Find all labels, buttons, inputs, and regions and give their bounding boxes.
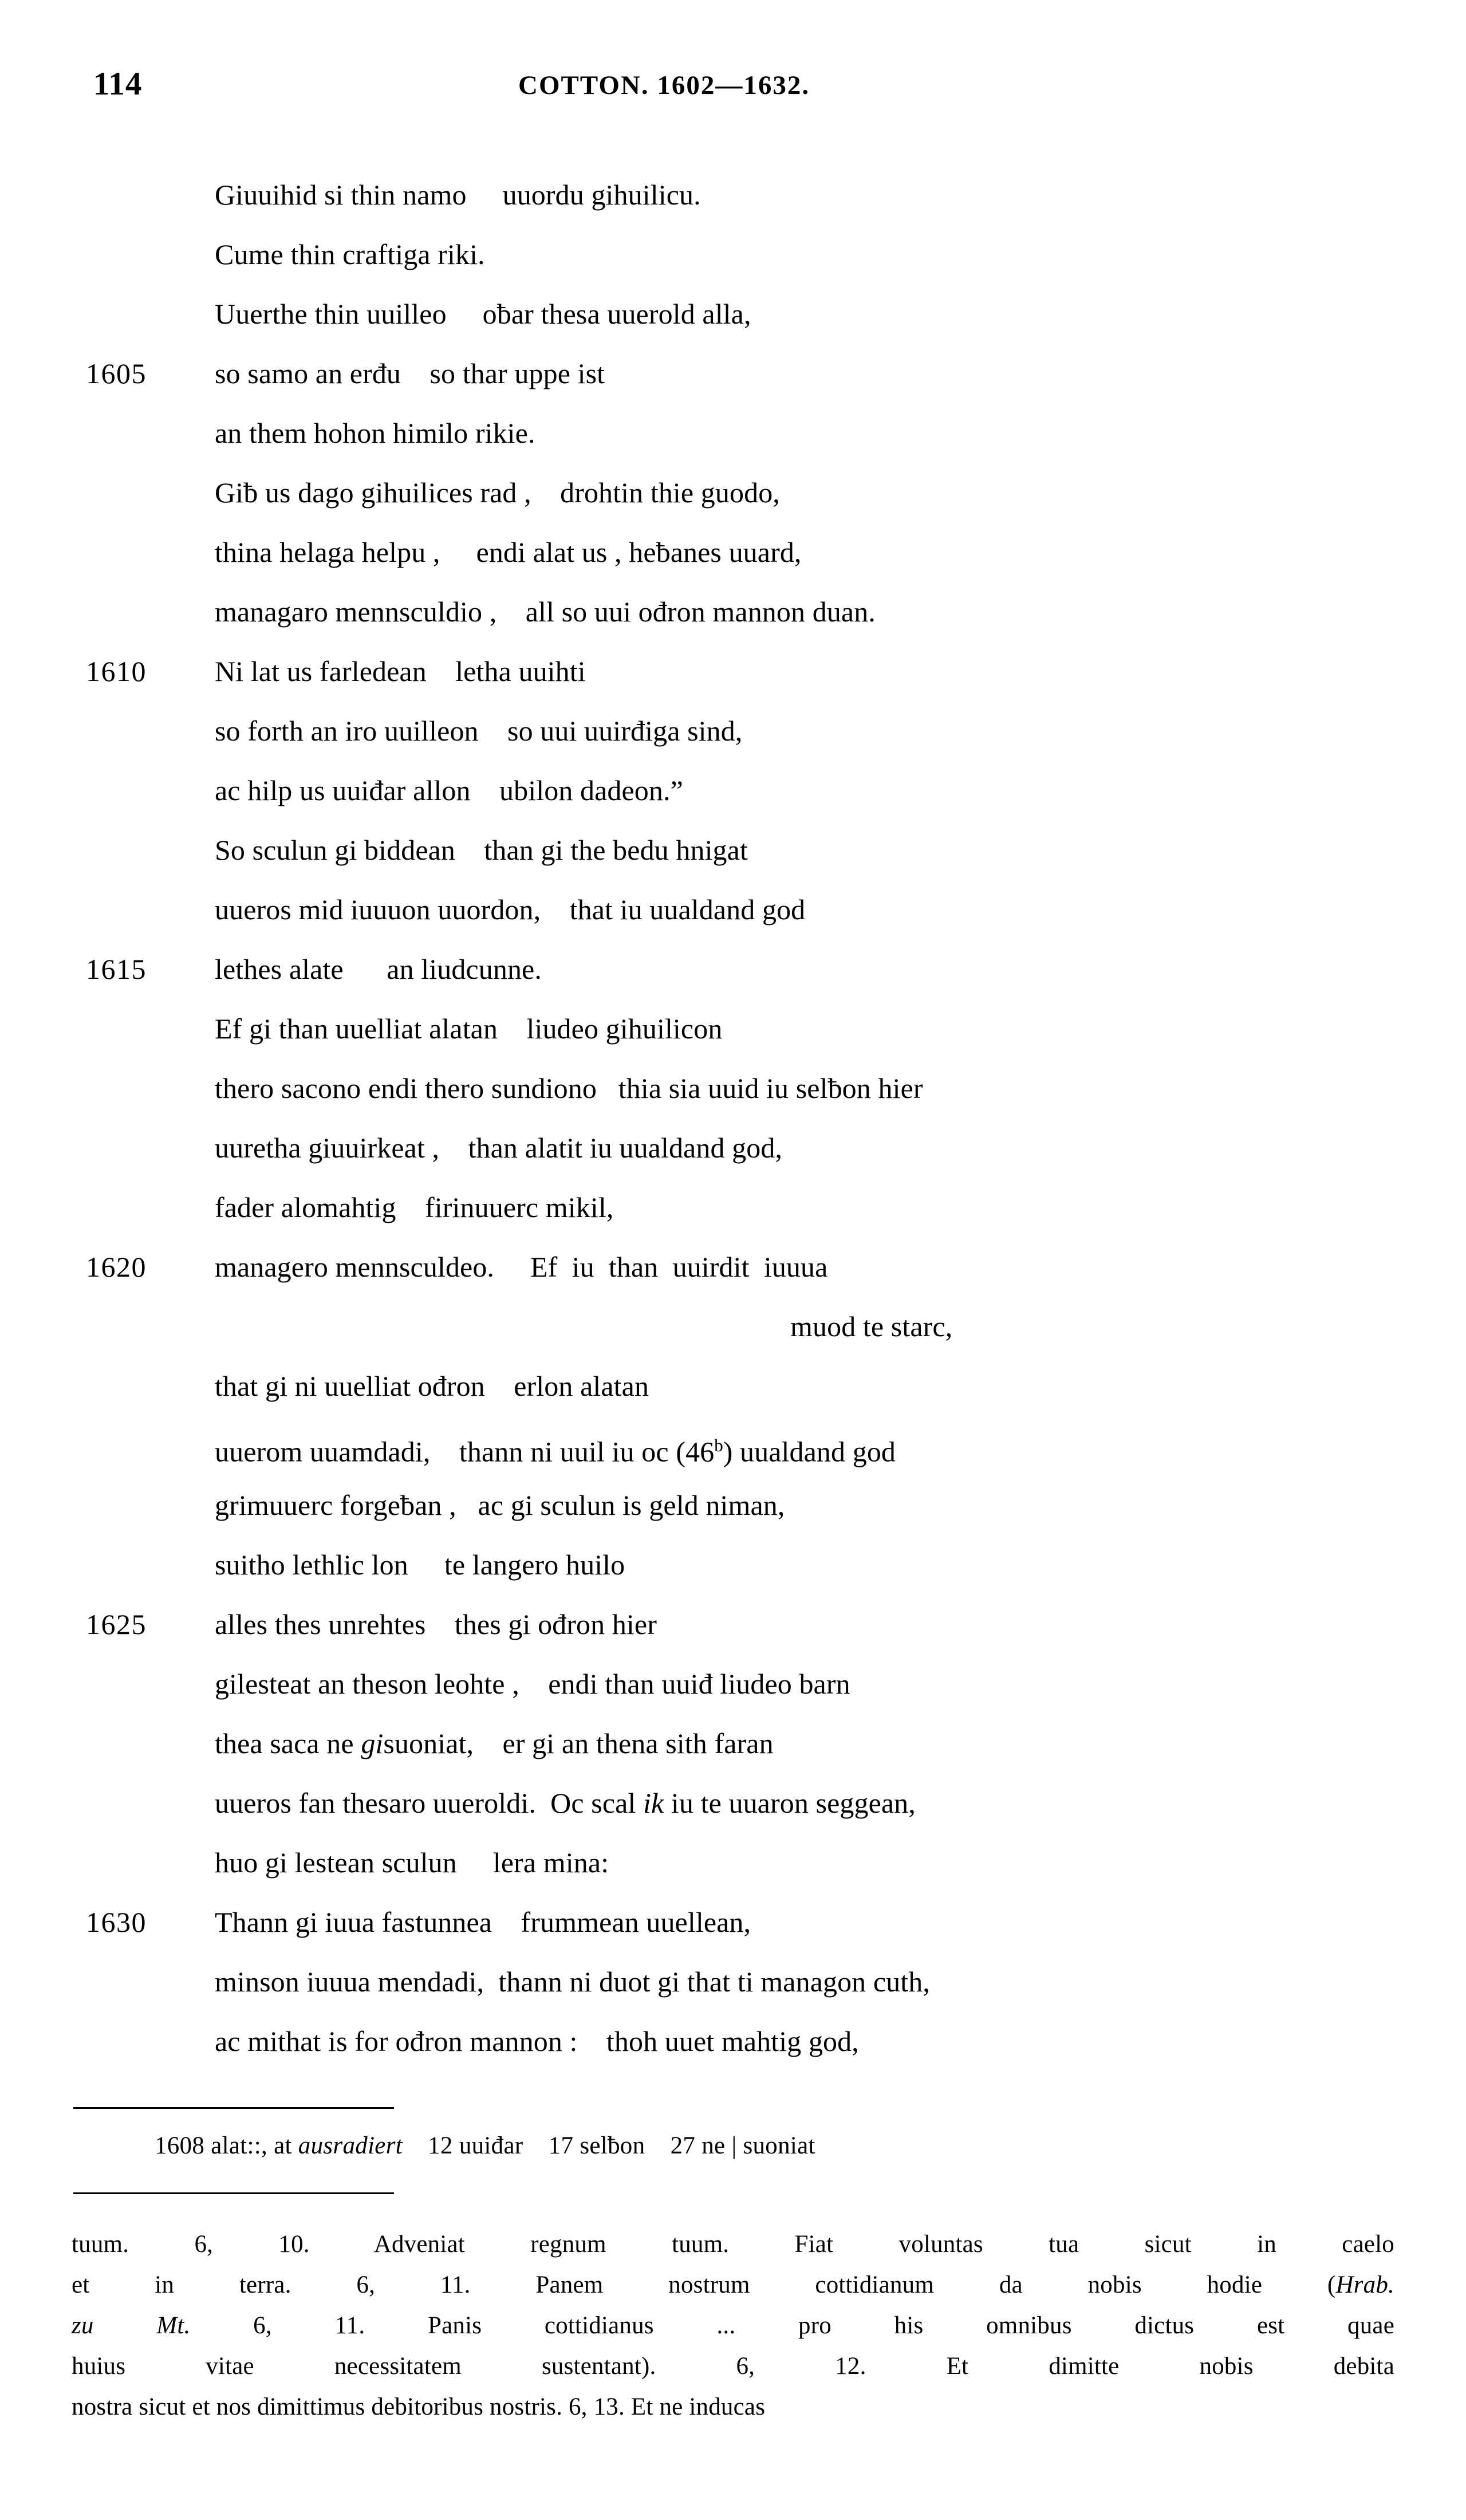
verse-line-text: so forth an iro uuilleon so uui uuirđiga sind,: [215, 715, 743, 747]
verse-line: [0, 820, 1466, 880]
page-number: 114: [93, 66, 143, 102]
verse-line-text: thea saca ne gisuoniat, er gi an thena sith faran: [215, 1727, 774, 1759]
verse-line-text: uuretha giuuirkeat , than alatit iu uualdand god,: [215, 1132, 783, 1164]
footnote-line: tuum. 6, 10. Adveniat regnum tuum. Fiat voluntas tua sicut in caelo: [72, 2231, 1394, 2258]
footnote-line: et in terra. 6, 11. Panem nostrum cottidianum da nobis hodie (Hrab.: [72, 2271, 1394, 2298]
verse-line: [0, 1952, 1466, 2011]
verse-line-text: an them hohon himilo rikie.: [215, 417, 535, 449]
italic-hrab: Hrab.: [1335, 2271, 1394, 2298]
apparatus-rule-top: [73, 2107, 394, 2109]
footnote-rule: [73, 2192, 394, 2194]
verse-line: [0, 1594, 1466, 1654]
verse-line: [0, 999, 1466, 1058]
verse-line: [0, 761, 1466, 820]
verse-line-text: ac mithat is for ođron mannon : thoh uuet mahtig god,: [215, 2025, 859, 2057]
verse-line: [0, 939, 1466, 999]
running-title: COTTON. 1602—1632.: [518, 70, 810, 100]
footnote-line: zu Mt. 6, 11. Panis cottidianus ... pro his omnibus dictus est quae: [72, 2312, 1394, 2339]
verse-line-text: Giuuihid si thin namo uuordu gihuilicu.: [215, 179, 701, 211]
footnote-line: huius vitae necessitatem sustentant). 6, 12. Et dimitte nobis debita: [72, 2353, 1394, 2380]
verse-line: [0, 225, 1466, 284]
running-head: [0, 64, 1466, 104]
verse-line-text: thero sacono endi thero sundiono thia sia uuid iu selƀon hier: [215, 1072, 923, 1104]
verse-line: [0, 1892, 1466, 1952]
verse-line: [0, 284, 1466, 344]
italic-ik: ik: [643, 1787, 664, 1819]
verse-line: [0, 582, 1466, 641]
verse-line: [0, 403, 1466, 463]
verse-line-number: 1620: [86, 1251, 147, 1283]
verse-body: [0, 165, 1466, 2071]
verse-line-text: muod te starc,: [790, 1310, 953, 1342]
verse-line-text: Giƀ us dago gihuilices rad , drohtin thie guodo,: [215, 477, 780, 509]
verse-line-text: uueros mid iuuuon uuordon, that iu uualdand god: [215, 893, 806, 926]
verse-line-text: uuerom uuamdadi, thann ni uuil iu oc (46$^b$) uualdand god: [215, 1435, 896, 1468]
apparatus-criticus: 1608 alat::, at ausradiert 12 uuiđar 17 selƀon 27 ne | suoniat: [155, 2132, 815, 2159]
verse-line-text: ac hilp us uuiđar allon ubilon dadeon.”: [215, 774, 683, 806]
verse-line: [0, 1178, 1466, 1237]
verse-line: [0, 463, 1466, 522]
verse-line-text: uueros fan thesaro uueroldi. Oc scal ik iu te uuaron seggean,: [215, 1787, 916, 1819]
verse-line-text: fader alomahtig firinuuerc mikil,: [215, 1191, 614, 1223]
verse-line-text: that gi ni uuelliat ođron erlon alatan: [215, 1370, 649, 1402]
verse-line-text: thina helaga helpu , endi alat us , heƀanes uuard,: [215, 536, 802, 568]
verse-line-text: managero mennsculdeo. Ef iu than uuirdit iuuua: [215, 1251, 828, 1283]
verse-line-text: managaro mennsculdio , all so uui ođron mannon duan.: [215, 596, 876, 628]
verse-line: [0, 1356, 1466, 1416]
verse-line-number: 1615: [86, 953, 147, 985]
verse-line-text: gilesteat an theson leohte , endi than uuiđ liudeo barn: [215, 1668, 850, 1700]
verse-line-text: Cume thin craftiga riki.: [215, 238, 485, 270]
superscript-b: b: [714, 1435, 723, 1455]
verse-line: [0, 2011, 1466, 2071]
verse-line-text: minson iuuua mendadi, thann ni duot gi that ti managon cuth,: [215, 1966, 930, 1998]
verse-line: [0, 1058, 1466, 1118]
verse-line-number: 1605: [86, 357, 147, 389]
verse-line: [0, 1118, 1466, 1178]
verse-line: [0, 1654, 1466, 1714]
italic-zu-mt: zu Mt.: [72, 2312, 191, 2339]
verse-line: [0, 641, 1466, 701]
verse-line: [0, 1773, 1466, 1833]
verse-line: [0, 165, 1466, 225]
verse-line-text: lethes alate an liudcunne.: [215, 953, 542, 985]
verse-line-text: so samo an erđu so thar uppe ist: [215, 357, 605, 389]
verse-line: [0, 1297, 1466, 1356]
verse-line: [0, 880, 1466, 939]
verse-line-text: Thann gi iuua fastunnea frummean uuellean,: [215, 1906, 751, 1938]
verse-line-number: 1625: [86, 1608, 147, 1640]
verse-line-number: 1610: [86, 655, 147, 687]
verse-line-text: Ni lat us farledean letha uuihti: [215, 655, 586, 687]
verse-line: [0, 1237, 1466, 1297]
verse-line-text: So sculun gi biddean than gi the bedu hnigat: [215, 834, 748, 866]
verse-line: [0, 1475, 1466, 1535]
verse-line-text: Uuerthe thin uuilleo oƀar thesa uuerold alla,: [215, 298, 751, 330]
verse-line-text: alles thes unrehtes thes gi ođron hier: [215, 1608, 657, 1640]
verse-line-number: 1630: [86, 1906, 147, 1938]
italic-gi: gi: [361, 1727, 384, 1759]
latin-footnote: [72, 2224, 1394, 2427]
verse-line: [0, 1535, 1466, 1594]
verse-line-text: grimuuerc forgeƀan , ac gi sculun is geld niman,: [215, 1489, 785, 1521]
footnote-line: nostra sicut et nos dimittimus debitoribus nostris. 6, 13. Et ne inducas: [72, 2393, 766, 2420]
verse-line: [0, 1833, 1466, 1892]
verse-line: [0, 344, 1466, 403]
verse-line-text: Ef gi than uuelliat alatan liudeo gihuilicon: [215, 1013, 723, 1045]
verse-line: [0, 1416, 1466, 1475]
verse-line: [0, 522, 1466, 582]
verse-line-text: huo gi lestean sculun lera mina:: [215, 1846, 609, 1879]
verse-line: [0, 701, 1466, 761]
verse-line-text: suitho lethlic lon te langero huilo: [215, 1549, 625, 1581]
apparatus-italic-term: ausradiert: [298, 2132, 403, 2159]
verse-line: [0, 1714, 1466, 1773]
